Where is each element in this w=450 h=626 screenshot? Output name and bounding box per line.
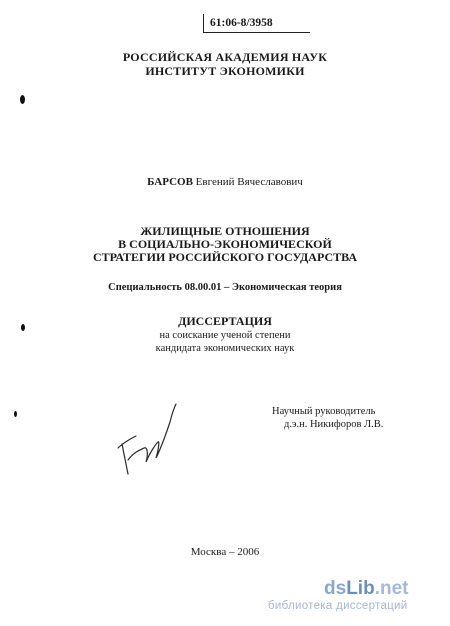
city-year: Москва – 2006 <box>190 546 260 558</box>
registry-code-stamp <box>203 14 310 33</box>
watermark-subtitle: библиотека диссертаций <box>268 600 408 612</box>
scan-speck <box>14 411 17 417</box>
author-name <box>0 176 450 188</box>
watermark-logo-part-ds: ds <box>324 578 347 599</box>
document-type: ДИССЕРТАЦИЯ <box>178 314 272 328</box>
degree-line-2: кандидата экономических наук <box>155 343 295 354</box>
thesis-title-line-2: В СОЦИАЛЬНО-ЭКОНОМИЧЕСКОЙ <box>118 237 332 251</box>
watermark-logo-part-lib: Lib <box>346 578 375 599</box>
advisor-name: д.э.н. Никифоров Л.В. <box>284 419 384 430</box>
thesis-title-line-1: ЖИЛИЩНЫЕ ОТНОШЕНИЯ <box>140 224 310 238</box>
watermark-logo-part-net: .net <box>374 578 409 599</box>
author-surname: БАРСОВ <box>147 176 193 188</box>
registry-code: 61:06-8/3958 <box>210 17 273 29</box>
specialty-line: Специальность 08.00.01 – Экономическая теория <box>108 282 342 293</box>
advisor-role: Научный руководитель <box>272 406 376 417</box>
degree-line-1: на соискание ученой степени <box>159 330 291 341</box>
organization-line-1: РОССИЙСКАЯ АКАДЕМИЯ НАУК <box>122 50 328 64</box>
organization-line-2: ИНСТИТУТ ЭКОНОМИКИ <box>145 64 305 78</box>
punch-hole-mark-top <box>20 95 25 104</box>
handwritten-signature <box>104 400 184 480</box>
thesis-title-line-3: СТРАТЕГИИ РОССИЙСКОГО ГОСУДАРСТВА <box>92 250 358 264</box>
dslib-watermark-logo <box>324 578 408 600</box>
author-given-names: Евгений Вячеславович <box>195 176 303 188</box>
